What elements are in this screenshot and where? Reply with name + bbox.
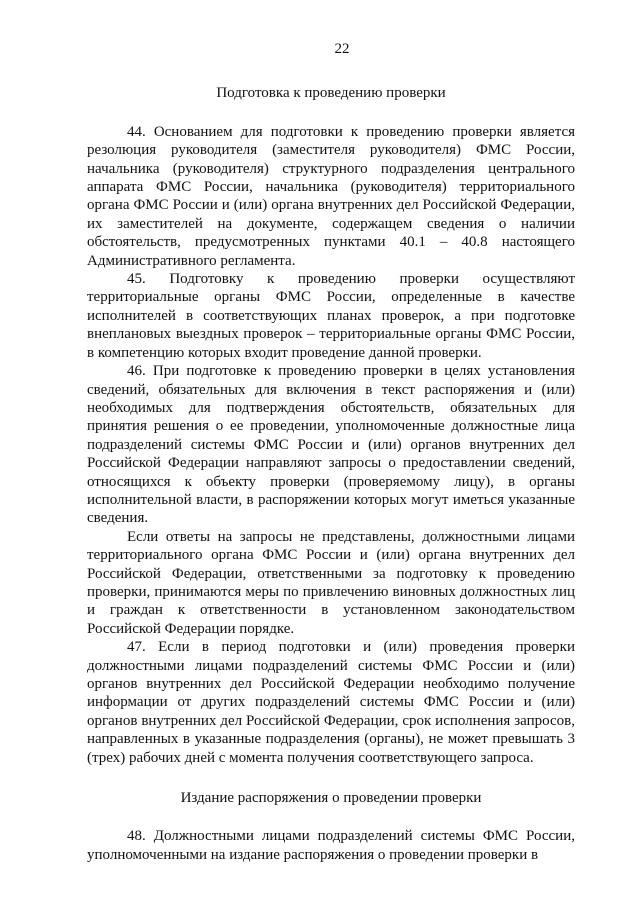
paragraph-46: 46. При подготовке к проведению проверки в целях установления сведений, обязательных для включения в текст распоряжения и (или) необходимых для подтверждения обстоятельств, обязательных для принятия решения о ее проведении, уполномоченные должностные лица подразделений системы ФМС России и (или) органов внутренних дел Российской Федерации направляют запросы о предоставлении сведений, относящихся к объекту проверки (проверяемому лицу), в органы исполнительной власти, в распоряжении которых могут иметься указанные сведения.: [87, 363, 575, 527]
document-page: [87, 40, 575, 864]
page-number: 22: [334, 41, 350, 57]
paragraph-45: 45. Подготовку к проведению проверки осуществляют территориальные органы ФМС России, определенные в качестве исполнителей в соответствующих планах проверок, а при подготовке внеплановых выездных проверок – территориальные органы ФМС России, в компетенцию которых входит проведение данной проверки.: [87, 271, 575, 361]
section-heading-order-issuance: Издание распоряжения о проведении проверки: [180, 790, 482, 807]
paragraph-48: 48. Должностными лицами подразделений системы ФМС России, уполномоченными на издание распоряжения о проведении проверки в: [87, 828, 575, 863]
section-heading-preparation: Подготовка к проведению проверки: [216, 85, 446, 102]
paragraph-47: 47. Если в период подготовки и (или) проведения проверки должностными лицами подразделений системы ФМС России и (или) органов внутренних дел Российской Федерации необходимо получение информации от других подразделений системы ФМС России и (или) органов внутренних дел Российской Федерации, срок исполнения запросов, направленных в указанные подразделения (органы), не может превышать 3 (трех) рабочих дней с момента получения соответствующего запроса.: [87, 639, 575, 766]
paragraph-44: 44. Основанием для подготовки к проведению проверки является резолюция руководителя (заместителя руководителя) ФМС России, начальника (руководителя) структурного подразделения центрального аппарата ФМС России, начальника (руководителя) территориального органа ФМС России и (или) органа внутренних дел Российской Федерации, их заместителей на документе, содержащем сведения о наличии обстоятельств, предусмотренных пунктами 40.1 – 40.8 настоящего Административного регламента.: [87, 123, 575, 269]
paragraph-46-continuation: Если ответы на запросы не представлены, должностными лицами территориального органа ФМС России и (или) органа внутренних дел Российской Федерации, ответственными за подготовку к проведению проверки, принимаются меры по привлечению виновных должностных лиц и граждан к ответственности в установленном законодательством Российской Федерации порядке.: [87, 528, 575, 637]
